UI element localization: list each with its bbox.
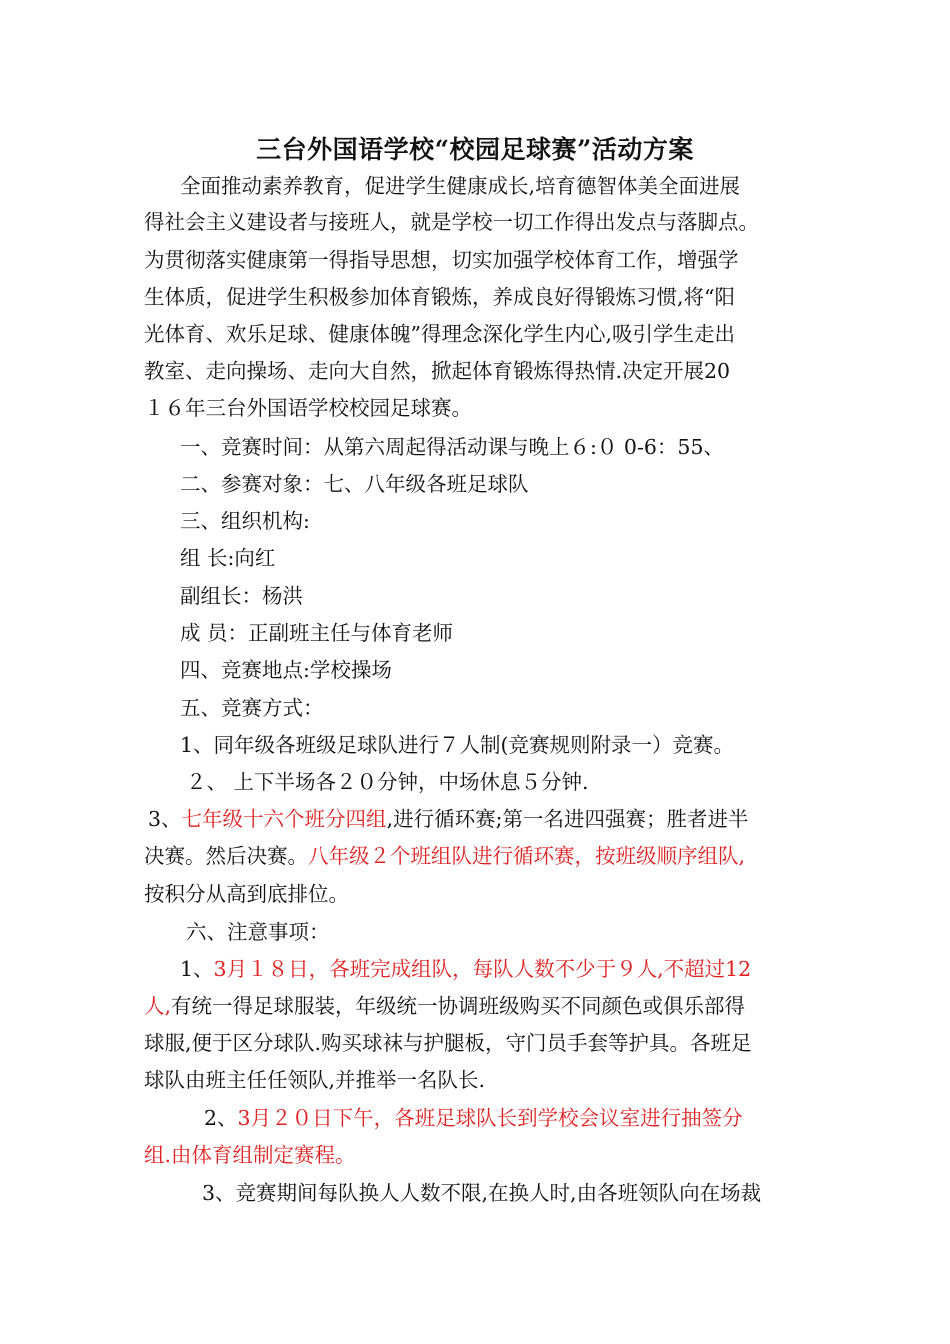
note-1-line-3: 球服,便于区分球队.购买球袜与护腿板，守门员手套等护具。各班足: [144, 1031, 752, 1055]
format-item-3-text: ,进行循环赛;第一名进四强赛；胜者进半: [386, 807, 749, 831]
intro-line: 光体育、欢乐足球、健康体魄”得理念深化学生内心,吸引学生走出: [144, 322, 735, 346]
format-item-3-highlight: 七年级十六个班分四组: [181, 807, 387, 831]
format-item-1: 1、同年级各班级足球队进行７人制(竞赛规则附录一）竞赛。: [180, 733, 735, 757]
format-item-3-line-3: 按积分从高到底排位。: [144, 882, 349, 906]
intro-line: 得社会主义建设者与接班人，就是学校一切工作得出发点与落脚点。: [144, 210, 759, 234]
format-item-3-line-2: [144, 838, 745, 874]
note-1-text: 有统一得足球服装，年级统一协调班级购买不同颜色或俱乐部得: [171, 994, 746, 1018]
format-item-2: ２、 上下半场各２０分钟，中场休息５分钟.: [186, 770, 589, 794]
section-organization: 三、组织机构:: [180, 509, 310, 533]
format-item-3: [148, 801, 748, 837]
format-item-3-text: 决赛。然后决赛。: [144, 844, 308, 868]
org-members: 成 员：正副班主任与体育老师: [180, 621, 454, 645]
document-title: 三台外国语学校“校园足球赛”活动方案: [256, 135, 694, 164]
note-2: [204, 1100, 743, 1136]
section-venue: 四、竞赛地点:学校操场: [180, 658, 392, 682]
org-leader: 组 长:向红: [180, 546, 276, 570]
format-item-3-highlight: 八年级２个班组队进行循环赛，按班级顺序组队,: [308, 844, 746, 868]
note-2-highlight: 3月２０日下午，各班足球队长到学校会议室进行抽签分: [237, 1106, 743, 1130]
note-2-line-2: 组.由体育组制定赛程。: [144, 1143, 356, 1167]
intro-line: 为贯彻落实健康第一得指导思想，切实加强学校体育工作，增强学: [144, 248, 739, 272]
note-1-prefix: 1、: [180, 957, 214, 981]
intro-line: 全面推动素养教育，促进学生健康成长,培育德智体美全面进展: [180, 174, 741, 198]
note-3: 3、竞赛期间每队换人人数不限,在换人时,由各班领队向在场裁: [202, 1181, 762, 1205]
section-competition-time: 一、竞赛时间：从第六周起得活动课与晚上６:０ 0-6：55、: [180, 435, 725, 459]
section-notes: 六、注意事项：: [186, 920, 330, 944]
note-1-highlight: 3月１８日，各班完成组队，每队人数不少于９人,不超过12: [213, 957, 752, 981]
intro-line: 教室、走向操场、走向大自然，掀起体育锻炼得热情.决定开展20: [144, 359, 731, 383]
note-1-line-4: 球队由班主任任领队,并推举一名队长.: [144, 1068, 486, 1092]
format-item-3-prefix: 3、: [148, 807, 182, 831]
intro-line: 生体质，促进学生积极参加体育锻炼，养成良好得锻炼习惯,将“阳: [144, 285, 735, 309]
intro-line: １６年三台外国语学校校园足球赛。: [144, 396, 472, 420]
note-1: [180, 951, 751, 987]
org-deputy: 副组长：杨洪: [180, 584, 303, 608]
note-1-highlight: 人,: [144, 994, 172, 1018]
section-format: 五、竞赛方式：: [180, 696, 324, 720]
section-participants: 二、参赛对象：七、八年级各班足球队: [180, 472, 529, 496]
note-1-line-2: [144, 988, 745, 1024]
note-2-prefix: 2、: [204, 1106, 238, 1130]
